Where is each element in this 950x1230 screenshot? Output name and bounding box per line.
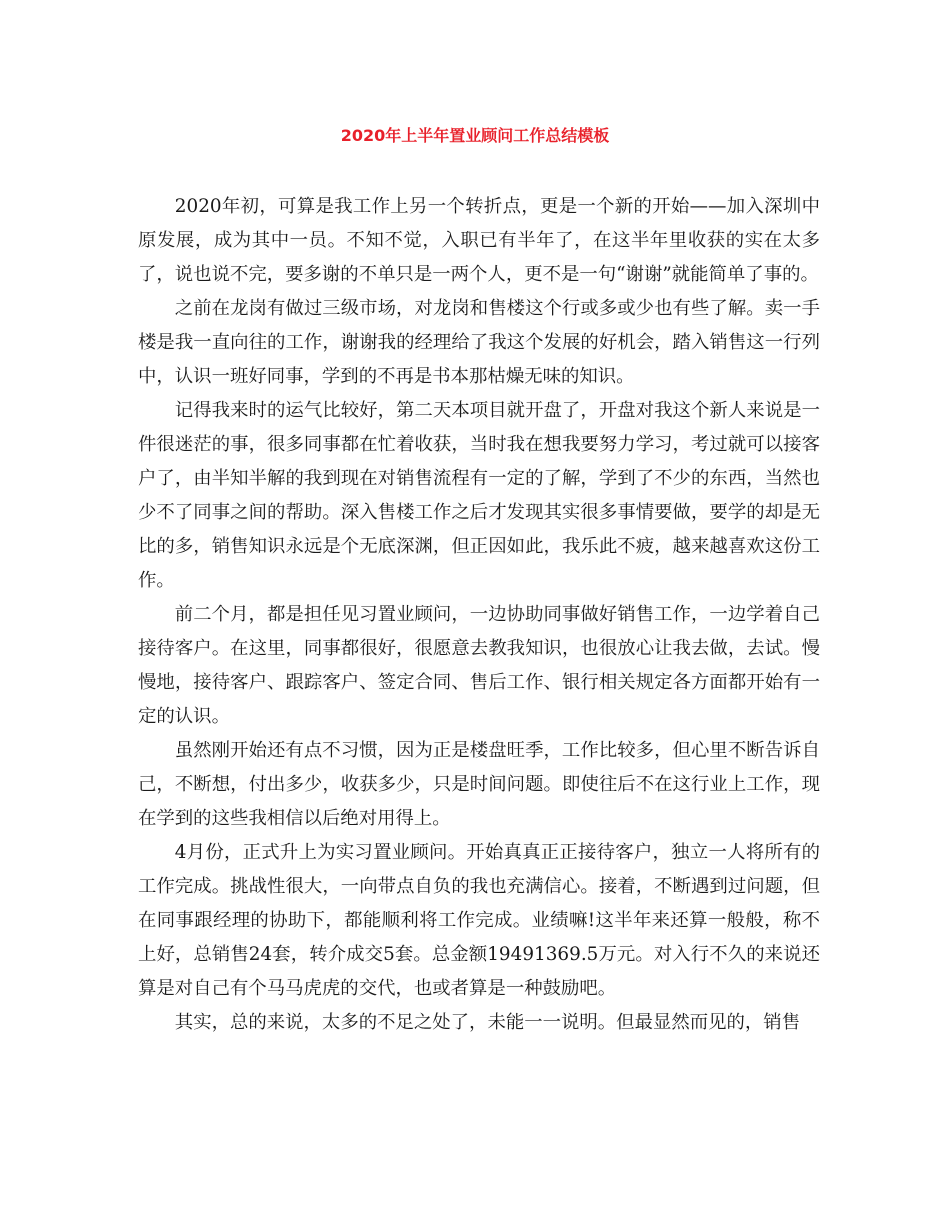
paragraph-4: 前二个月，都是担任见习置业顾问，一边协助同事做好销售工作，一边学着自己接待客户。在这里，同事都很好，很愿意去教我知识，也很放心让我去做，去试。慢慢地，接待客户、跟踪客户、签定合同、售后工作、银行相关规定各方面都开始有一定的认识。 — [138, 604, 820, 727]
paragraph-6: 4月份，正式升上为实习置业顾问。开始真真正正接待客户，独立一人将所有的工作完成。挑战性很大，一向带点自负的我也充满信心。接着，不断遇到过问题，但在同事跟经理的协助下，都能顺利将工作完成。业绩嘛!这半年来还算一般般，称不上好，总销售24套，转介成交5套。总金额19491369.5万元。对入行不久的来说还算是对自己有个马马虎虎的交代，也或者算是一种鼓励吧。 — [138, 842, 820, 999]
document-body — [138, 190, 820, 1040]
paragraph-2: 之前在龙岗有做过三级市场，对龙岗和售楼这个行或多或少也有些了解。卖一手楼是我一直向往的工作，谢谢我的经理给了我这个发展的好机会，踏入销售这一行列中，认识一班好同事，学到的不再是书本那枯燥无味的知识。 — [138, 298, 820, 387]
paragraph-1: 2020年初，可算是我工作上另一个转折点，更是一个新的开始——加入深圳中原发展，成为其中一员。不知不觉，入职已有半年了，在这半年里收获的实在太多了，说也说不完，要多谢的不单只是一两个人，更不是一句“谢谢”就能简单了事的。 — [138, 196, 820, 285]
page-title: 2020年上半年置业顾问工作总结模板 — [340, 126, 610, 145]
paragraph-7: 其实，总的来说，太多的不足之处了，未能一一说明。但最显然而见的，销售 — [174, 1012, 801, 1033]
paragraph-3: 记得我来时的运气比较好，第二天本项目就开盘了，开盘对我这个新人来说是一件很迷茫的事，很多同事都在忙着收获，当时我在想我要努力学习，考过就可以接客户了，由半知半解的我到现在对销售流程有一定的了解，学到了不少的东西，当然也少不了同事之间的帮助。深入售楼工作之后才发现其实很多事情要做，要学的却是无比的多，销售知识永远是个无底深渊，但正因如此，我乐此不疲，越来越喜欢这份工作。 — [138, 400, 820, 591]
paragraph-5: 虽然刚开始还有点不习惯，因为正是楼盘旺季，工作比较多，但心里不断告诉自己，不断想，付出多少，收获多少，只是时间问题。即使往后不在这行业上工作，现在学到的这些我相信以后绝对用得上。 — [138, 740, 820, 829]
